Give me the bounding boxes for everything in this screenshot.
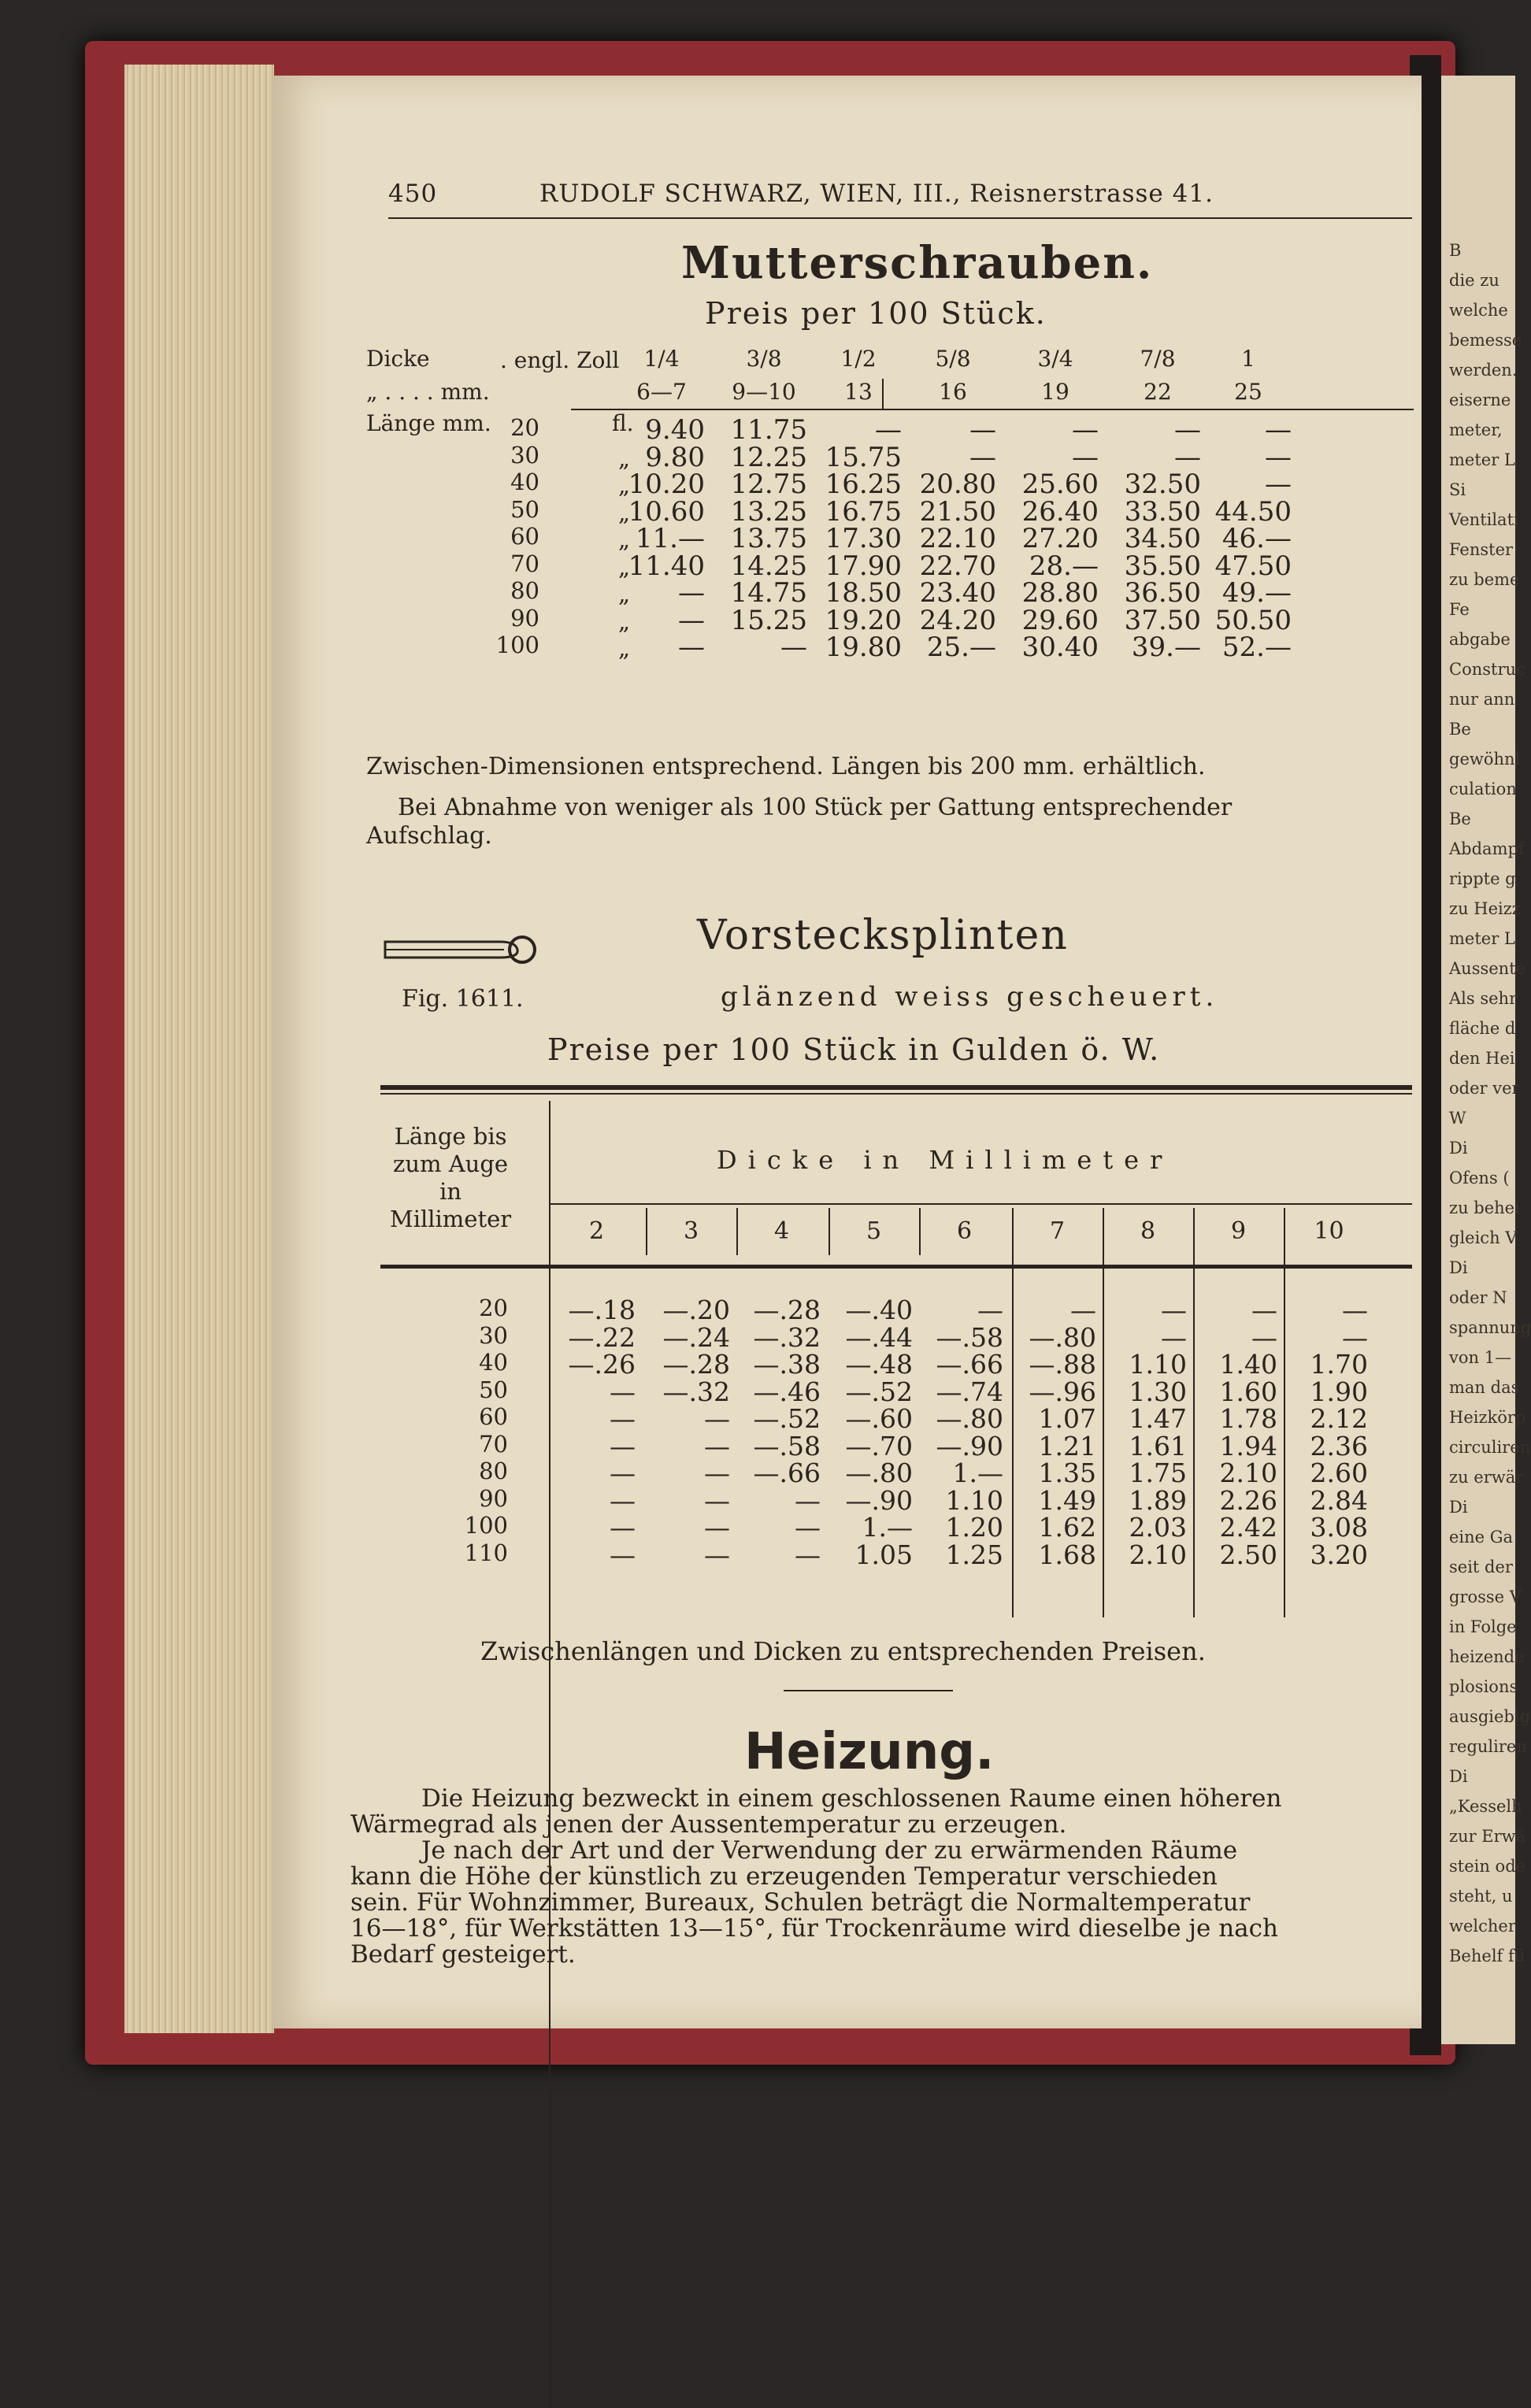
right-page-fragment: zu beme — [1449, 570, 1520, 589]
dicke-header: Dicke in Millimeter — [717, 1145, 1173, 1175]
price-cell: 9.80 — [645, 441, 705, 473]
cotter-pin-icon — [382, 926, 539, 973]
section-title-heizung: Heizung. — [744, 1723, 995, 1781]
price-cell: 2.26 — [1219, 1484, 1277, 1516]
price-cell: 11.— — [635, 523, 705, 554]
price-cell: 37.50 — [1124, 604, 1201, 636]
price-cell: 1.70 — [1310, 1349, 1368, 1380]
ditto-mark: „ — [618, 553, 631, 580]
price-cell: — — [795, 1512, 821, 1543]
ditto-mark: „ — [618, 498, 631, 526]
price-cell: — — [704, 1430, 730, 1461]
price-cell: 1.— — [862, 1512, 913, 1543]
length-value: 90 — [510, 604, 539, 632]
right-page-fragment: den Hei — [1449, 1049, 1515, 1068]
price-cell: —.66 — [936, 1349, 1003, 1380]
right-page-fragment: „Kesselh — [1449, 1797, 1522, 1816]
price-cell: 33.50 — [1124, 495, 1201, 528]
ditto-mark: „ — [618, 607, 631, 635]
right-page-fragment: Aussente — [1449, 959, 1526, 978]
length-value: 100 — [464, 1512, 508, 1539]
section-divider — [784, 1690, 953, 1691]
inch-size: 1/2 — [840, 346, 877, 372]
right-page-fragment: stein ode — [1449, 1857, 1526, 1876]
length-value: 80 — [510, 577, 539, 604]
splint-top-rule-2 — [380, 1093, 1412, 1095]
price-cell: — — [610, 1403, 636, 1434]
price-cell: — — [1072, 414, 1099, 446]
price-cell: 46.— — [1221, 523, 1292, 554]
right-page-fragment: die zu — [1449, 271, 1499, 290]
right-page-fragment: Di — [1449, 1767, 1468, 1786]
price-cell: 1.94 — [1219, 1430, 1277, 1461]
price-cell: — — [977, 1295, 1003, 1325]
right-page-fragment: Be — [1449, 720, 1471, 739]
inch-size: 3/4 — [1037, 346, 1073, 372]
length-value: 20 — [479, 1295, 508, 1321]
price-cell: —.90 — [936, 1430, 1003, 1461]
price-cell: 32.50 — [1124, 469, 1201, 500]
ditto-mark: „ — [618, 635, 631, 661]
price-cell: —.70 — [845, 1430, 913, 1461]
price-cell: 1.30 — [1129, 1376, 1187, 1407]
price-cell: —.48 — [845, 1349, 913, 1380]
right-page-fragment: grosse V — [1449, 1587, 1522, 1606]
price-cell: 1.62 — [1038, 1512, 1096, 1543]
price-cell: — — [678, 577, 705, 609]
diameter-header: 5 — [866, 1217, 882, 1245]
right-page-fragment: welcher — [1449, 1917, 1516, 1936]
price-cell: 11.40 — [628, 550, 705, 582]
right-page-fragment: zur Erwä — [1449, 1827, 1526, 1846]
price-cell: 1.61 — [1129, 1430, 1187, 1461]
price-cell: 13.25 — [730, 495, 807, 528]
right-page-fragment: Di — [1449, 1258, 1468, 1277]
price-cell: — — [610, 1430, 636, 1461]
column-divider — [919, 1208, 921, 1255]
right-page-fragment: rippte g — [1449, 869, 1516, 888]
price-cell: — — [1161, 1295, 1187, 1325]
price-cell: — — [795, 1539, 821, 1570]
price-cell: 1.49 — [1038, 1484, 1096, 1516]
mutter-header-rule — [571, 409, 1414, 410]
price-cell: 17.90 — [825, 550, 902, 582]
length-value: 100 — [495, 632, 539, 658]
price-cell: 1.20 — [945, 1512, 1003, 1543]
price-cell: —.58 — [936, 1321, 1003, 1353]
column-divider — [646, 1208, 647, 1255]
mm-size: 13 — [844, 379, 873, 405]
price-cell: —.40 — [845, 1295, 913, 1325]
length-value: 30 — [479, 1321, 508, 1349]
price-cell: — — [678, 604, 705, 636]
right-page-fragment: welche — [1449, 301, 1508, 320]
price-cell: 1.07 — [1038, 1403, 1096, 1434]
price-cell: —.74 — [936, 1376, 1003, 1407]
length-value: 50 — [479, 1376, 508, 1403]
diameter-header: 4 — [773, 1217, 790, 1245]
right-page-fragment: zu behei — [1449, 1198, 1520, 1217]
right-page-fragment: seit der — [1449, 1558, 1513, 1576]
price-cell: — — [704, 1512, 730, 1543]
price-cell: — — [780, 632, 807, 663]
price-cell: 23.40 — [919, 577, 996, 609]
right-page-fragment: eiserne — [1449, 391, 1511, 409]
price-cell: — — [704, 1458, 730, 1488]
price-cell: — — [704, 1484, 730, 1516]
price-cell: 14.25 — [730, 550, 807, 582]
right-page-fragment: Behelf fü — [1449, 1947, 1525, 1965]
right-page-fragment: heizende — [1449, 1647, 1525, 1666]
price-cell: 2.03 — [1129, 1512, 1187, 1543]
right-page-fragment: B — [1449, 241, 1462, 260]
splint-subtitle: glänzend weiss gescheuert. — [721, 981, 1219, 1013]
price-cell: — — [610, 1484, 636, 1516]
section-title-mutterschrauben: Mutterschrauben. — [681, 237, 1154, 289]
right-page-fragment: ausgiebig — [1449, 1707, 1531, 1726]
figure-label: Fig. 1611. — [402, 985, 524, 1013]
price-cell: —.32 — [662, 1376, 730, 1407]
price-cell: 1.75 — [1129, 1458, 1187, 1488]
price-cell: 39.— — [1131, 632, 1201, 663]
price-cell: — — [704, 1539, 730, 1570]
heizung-text: Die Heizung bezweckt in einem geschlossenen Raume einen höheren Wärmegrad als jenen der Aussentemperatur zu erzeugen. Je nach der Art und der Verwendung der zu erwärmenden Räume kann die Höhe der künstlich zu erzeugenden Temperatur verschieden sein. Für Wohnzimmer, Bureaux, Schulen beträgt die Normaltemperatur 16—18°, für Werkstätten 13—15°, für Trockenräume wird dieselbe je nach Bedarf gesteigert. — [350, 1784, 1282, 1969]
right-page-fragment: plosions — [1449, 1677, 1518, 1696]
price-cell: 10.20 — [628, 469, 705, 500]
splint-price-line: Preise per 100 Stück in Gulden ö. W. — [547, 1032, 1161, 1067]
price-cell: 12.75 — [730, 469, 807, 500]
price-cell: — — [1342, 1321, 1368, 1353]
mutter-note-1: Zwischen-Dimensionen entsprechend. Längen bis 200 mm. erhältlich. — [366, 753, 1206, 780]
mm-size: 9—10 — [732, 379, 796, 405]
price-cell: —.28 — [753, 1295, 821, 1325]
price-cell: — — [969, 441, 996, 473]
price-cell: 12.25 — [730, 441, 807, 473]
price-cell: 2.10 — [1219, 1458, 1277, 1488]
length-value: 20 — [510, 414, 539, 441]
length-value: 40 — [510, 469, 539, 495]
right-page-fragment: Fenster — [1449, 540, 1514, 559]
price-cell: — — [1342, 1295, 1368, 1325]
price-cell: — — [610, 1376, 636, 1407]
diameter-header: 7 — [1049, 1217, 1066, 1245]
price-cell: 49.— — [1221, 577, 1292, 609]
right-page-fragment: steht, u — [1449, 1887, 1513, 1906]
splint-dicke-rule — [549, 1203, 1412, 1205]
inch-size: 7/8 — [1140, 346, 1176, 372]
inch-size: 1/4 — [643, 346, 680, 372]
length-value: 60 — [510, 523, 539, 550]
price-cell: 2.84 — [1310, 1484, 1368, 1516]
diameter-header: 9 — [1230, 1217, 1247, 1245]
price-cell: — — [678, 632, 705, 663]
header-rule — [388, 217, 1412, 219]
price-cell: —.80 — [1029, 1321, 1096, 1353]
price-cell: 1.— — [952, 1458, 1003, 1488]
price-cell: —.58 — [753, 1430, 821, 1461]
right-page — [1441, 76, 1531, 2044]
inch-size: 3/8 — [746, 346, 782, 372]
diameter-header: 10 — [1314, 1217, 1344, 1245]
price-cell: —.80 — [936, 1403, 1003, 1434]
price-cell: 25.60 — [1021, 469, 1099, 500]
right-page-fragment: gewöhnl — [1449, 750, 1521, 769]
right-page-fragment: man das — [1449, 1378, 1520, 1397]
price-cell: —.24 — [662, 1321, 730, 1353]
price-cell: 1.10 — [1129, 1349, 1187, 1380]
column-divider — [829, 1208, 830, 1255]
ditto-mark: „ — [618, 580, 631, 607]
price-cell: — — [1251, 1321, 1277, 1353]
right-page-fragment: Ofens ( — [1449, 1169, 1510, 1187]
engl-zoll-label: . engl. Zoll — [500, 347, 620, 373]
price-cell: —.90 — [845, 1484, 913, 1516]
dicke-label: Dicke — [366, 346, 430, 372]
length-value: 60 — [479, 1403, 508, 1430]
length-value: 30 — [510, 441, 539, 469]
price-cell: 1.47 — [1129, 1403, 1187, 1434]
price-cell: 2.60 — [1310, 1458, 1368, 1488]
page-edges — [124, 65, 274, 2033]
right-page-fragment: in Folge — [1449, 1617, 1517, 1636]
mm-label: „ . . . . mm. — [366, 379, 490, 405]
laenge-label: Länge mm. — [366, 410, 491, 436]
price-cell: 15.25 — [730, 604, 807, 636]
right-page-fragment: oder N — [1449, 1288, 1507, 1307]
length-value: 90 — [479, 1484, 508, 1512]
price-cell: — — [1161, 1321, 1187, 1353]
price-cell: — — [1174, 414, 1201, 446]
mutter-subtitle: Preis per 100 Stück. — [705, 296, 1047, 331]
price-cell: 20.80 — [919, 469, 996, 500]
right-page-fragment: werden. — [1449, 361, 1518, 380]
price-cell: 27.20 — [1021, 523, 1099, 554]
price-cell: 18.50 — [825, 577, 902, 609]
price-cell: 35.50 — [1124, 550, 1201, 582]
price-cell: 47.50 — [1214, 550, 1292, 582]
price-cell: 10.60 — [628, 495, 705, 528]
price-cell: —.28 — [662, 1349, 730, 1380]
right-page-fragment: Construc — [1449, 660, 1525, 679]
price-cell: 30.40 — [1021, 632, 1099, 663]
price-cell: —.20 — [662, 1295, 730, 1325]
right-page-fragment: culation — [1449, 780, 1517, 798]
right-page-fragment: Als sehr — [1449, 989, 1518, 1008]
diameter-header: 3 — [683, 1217, 699, 1245]
right-page-fragment: Abdampf — [1449, 839, 1525, 858]
price-cell: 28.— — [1029, 550, 1099, 582]
price-cell: —.88 — [1029, 1349, 1096, 1380]
mutter-note-2a: Bei Abnahme von weniger als 100 Stück per Gattung entsprechender — [398, 794, 1233, 821]
right-page-fragment: zu Heizz — [1449, 899, 1521, 918]
splint-left-divider — [549, 1101, 550, 2408]
price-cell: —.18 — [568, 1295, 636, 1325]
length-value: 70 — [510, 550, 539, 577]
right-page-fragment: meter, — [1449, 420, 1503, 439]
price-cell: 1.78 — [1219, 1403, 1277, 1434]
price-cell: 16.75 — [825, 495, 902, 528]
right-page-fragment: oder ver — [1449, 1079, 1520, 1098]
price-cell: 15.75 — [825, 441, 902, 473]
left-page — [272, 76, 1422, 2028]
price-cell: — — [1251, 1295, 1277, 1325]
mutter-note-2b: Aufschlag. — [366, 822, 492, 850]
price-cell: —.44 — [845, 1321, 913, 1353]
price-cell: — — [875, 414, 902, 446]
price-cell: 36.50 — [1124, 577, 1201, 609]
price-cell: 1.21 — [1038, 1430, 1096, 1461]
price-cell: 9.40 — [645, 414, 705, 446]
price-cell: 1.40 — [1219, 1349, 1277, 1380]
length-value: 70 — [479, 1430, 508, 1458]
price-cell: 11.75 — [730, 414, 807, 446]
right-page-fragment: Si — [1449, 480, 1466, 499]
right-page-fragment: von 1— — [1449, 1348, 1512, 1367]
price-cell: 22.10 — [919, 523, 996, 554]
inch-size: 1 — [1241, 346, 1255, 372]
price-cell: — — [610, 1539, 636, 1570]
mm-size: 16 — [939, 379, 967, 405]
price-cell: 26.40 — [1021, 495, 1099, 528]
right-page-fragment: meter L — [1449, 929, 1515, 948]
price-cell: 3.08 — [1310, 1512, 1368, 1543]
length-value: 40 — [479, 1349, 508, 1376]
splint-note: Zwischenlängen und Dicken zu entsprechenden Preisen. — [480, 1636, 1206, 1666]
mm-size: 19 — [1041, 379, 1069, 405]
price-cell: — — [1070, 1295, 1096, 1325]
right-page-fragment: Di — [1449, 1139, 1468, 1158]
price-cell: 25.— — [926, 632, 996, 663]
price-cell: 1.10 — [945, 1484, 1003, 1516]
right-page-fragment: abgabe — [1449, 630, 1511, 649]
right-page-fragment: eine Ga — [1449, 1528, 1514, 1547]
length-value: 50 — [510, 495, 539, 523]
right-page-fragment: W — [1449, 1109, 1466, 1128]
price-cell: —.46 — [753, 1376, 821, 1407]
price-cell: — — [1265, 441, 1292, 473]
currency-label: fl. — [612, 410, 634, 436]
price-cell: —.38 — [753, 1349, 821, 1380]
mm-size: 25 — [1234, 379, 1262, 405]
splint-row-header: Länge bis zum Auge in Millimeter — [390, 1123, 512, 1232]
length-value: 80 — [479, 1458, 508, 1484]
right-page-fragment: gleich V — [1449, 1228, 1518, 1247]
price-cell: 2.36 — [1310, 1430, 1368, 1461]
price-cell: 2.42 — [1219, 1512, 1277, 1543]
price-cell: — — [1265, 414, 1292, 446]
price-cell: —.26 — [568, 1349, 636, 1380]
price-cell: 1.35 — [1038, 1458, 1096, 1488]
right-page-fragment: circuliren — [1449, 1438, 1531, 1457]
price-cell: —.32 — [753, 1321, 821, 1353]
price-cell: 50.50 — [1214, 604, 1292, 636]
running-header: RUDOLF SCHWARZ, WIEN, III., Reisnerstrasse 41. — [539, 180, 1214, 208]
price-cell: —.60 — [845, 1403, 913, 1434]
right-page-fragment: Ventilati — [1449, 510, 1519, 529]
right-page-fragment: nur ann — [1449, 690, 1515, 709]
column-divider — [736, 1208, 738, 1255]
right-page-fragment: spannung — [1449, 1318, 1531, 1337]
price-cell: 14.75 — [730, 577, 807, 609]
price-cell: 1.05 — [854, 1539, 913, 1570]
splint-top-rule — [380, 1085, 1412, 1090]
price-cell: 44.50 — [1214, 495, 1292, 528]
diameter-header: 6 — [956, 1217, 973, 1245]
price-cell: 34.50 — [1124, 523, 1201, 554]
right-page-fragment: reguliren — [1449, 1737, 1527, 1756]
splint-header-rule — [380, 1265, 1412, 1269]
price-cell: 17.30 — [825, 523, 902, 554]
price-cell: 16.25 — [825, 469, 902, 500]
price-cell: 24.20 — [919, 604, 996, 636]
price-cell: 1.68 — [1038, 1539, 1096, 1570]
price-cell: — — [795, 1484, 821, 1516]
price-cell: — — [610, 1458, 636, 1488]
length-value: 110 — [464, 1539, 508, 1566]
price-cell: 28.80 — [1021, 577, 1099, 609]
price-cell: 19.80 — [825, 632, 902, 663]
price-cell: —.52 — [845, 1376, 913, 1407]
price-cell: — — [704, 1403, 730, 1434]
mm-size: 6—7 — [636, 379, 687, 405]
diameter-header: 8 — [1140, 1217, 1156, 1245]
price-cell: — — [1072, 441, 1099, 473]
price-cell: 22.70 — [919, 550, 996, 582]
right-page-fragment: bemesse — [1449, 331, 1522, 350]
price-cell: — — [1174, 441, 1201, 473]
right-page-fragment: Fe — [1449, 600, 1470, 619]
price-cell: — — [1265, 469, 1292, 500]
mm-size: 22 — [1144, 379, 1172, 405]
price-cell: —.80 — [845, 1458, 913, 1488]
price-cell: 19.20 — [825, 604, 902, 636]
right-page-fragment: fläche d — [1449, 1019, 1516, 1038]
price-cell: 13.75 — [730, 523, 807, 554]
price-cell: —.66 — [753, 1458, 821, 1488]
page-number: 450 — [388, 180, 438, 208]
right-page-fragment: meter L — [1449, 450, 1515, 469]
section-title-vorstecksplinten: Vorstecksplinten — [697, 912, 1069, 959]
price-cell: 52.— — [1221, 632, 1292, 663]
price-cell: 1.25 — [945, 1539, 1003, 1570]
ditto-mark: „ — [618, 444, 631, 472]
price-cell: —.96 — [1029, 1376, 1096, 1407]
price-cell: 2.12 — [1310, 1403, 1368, 1434]
price-cell: 2.50 — [1219, 1539, 1277, 1570]
ditto-mark: „ — [618, 526, 631, 553]
price-cell: — — [969, 414, 996, 446]
diameter-header: 2 — [588, 1217, 605, 1245]
price-cell: 1.90 — [1310, 1376, 1368, 1407]
price-cell: 3.20 — [1310, 1539, 1368, 1570]
right-page-fragment: Heizkörp — [1449, 1408, 1526, 1427]
price-cell: 2.10 — [1129, 1539, 1187, 1570]
price-cell: —.52 — [753, 1403, 821, 1434]
right-page-fragment: Di — [1449, 1498, 1468, 1517]
price-cell: —.22 — [568, 1321, 636, 1353]
price-cell: 29.60 — [1021, 604, 1099, 636]
price-cell: 21.50 — [919, 495, 996, 528]
price-cell: — — [610, 1512, 636, 1543]
ditto-mark: „ — [618, 472, 631, 498]
price-cell: 1.89 — [1129, 1484, 1187, 1516]
price-cell: 1.60 — [1219, 1376, 1277, 1407]
right-page-fragment: zu erwär — [1449, 1468, 1524, 1487]
inch-size: 5/8 — [935, 346, 971, 372]
right-page-fragment: Be — [1449, 809, 1471, 828]
